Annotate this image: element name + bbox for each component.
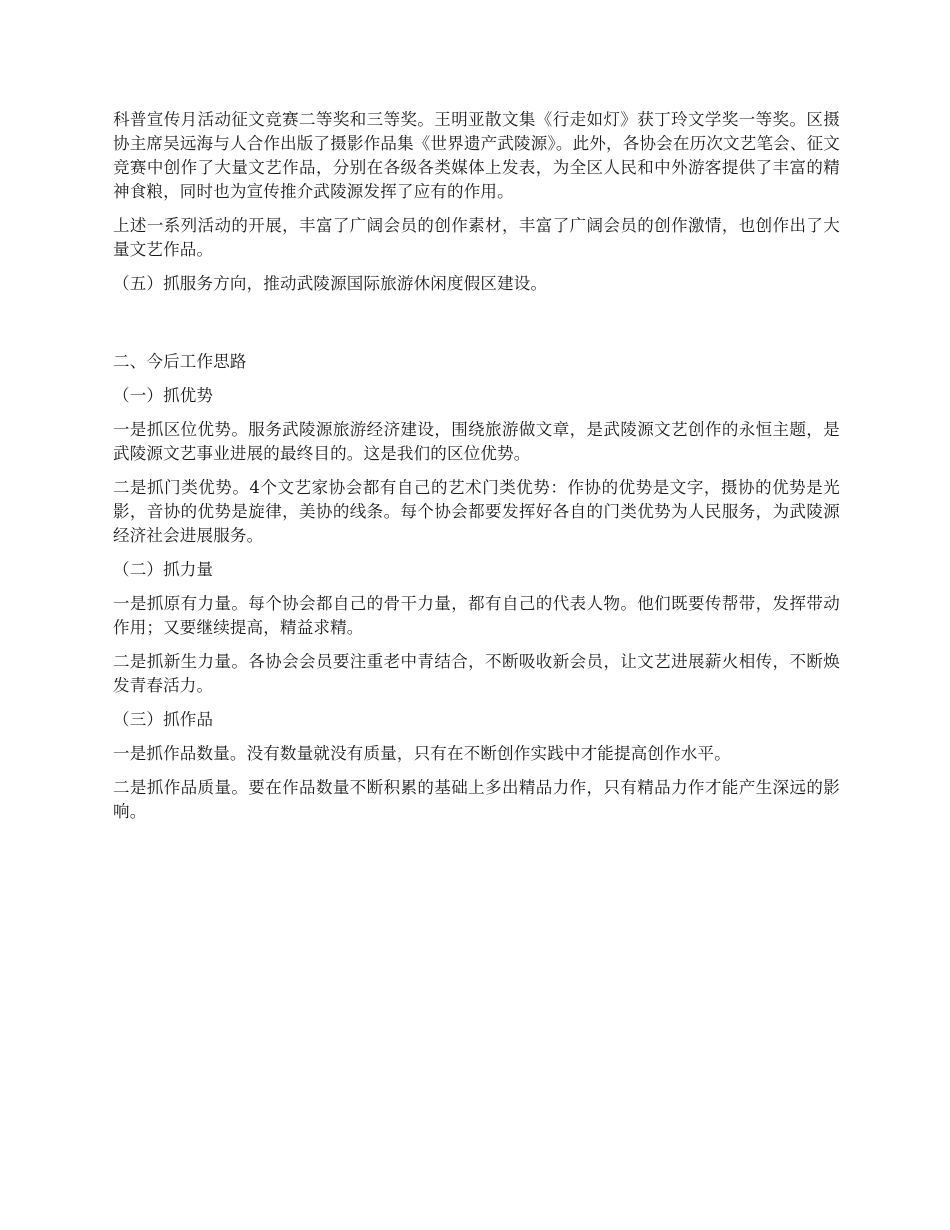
paragraph-location-advantage: 一是抓区位优势。服务武陵源旅游经济建设，围绕旅游做文章，是武陵源文艺创作的永恒主题，是武陵源文艺事业进展的最终目的。这是我们的区位优势。 bbox=[113, 420, 840, 463]
paragraph-new-strength: 二是抓新生力量。各协会会员要注重老中青结合，不断吸收新会员，让文艺进展薪火相传，不断焕发青春活力。 bbox=[113, 652, 840, 695]
paragraph-category-advantage: 二是抓门类优势。4个文艺家协会都有自己的艺术门类优势：作协的优势是文字，摄协的优势是光影，音协的优势是旋律，美协的线条。每个协会都要发挥好各自的门类优势为人民服务，为武陵源经济社会进展服务。 bbox=[113, 478, 840, 545]
subsection-heading-advantages: （一）抓优势 bbox=[113, 386, 214, 405]
paragraph-service-direction: （五）抓服务方向，推动武陵源国际旅游休闲度假区建设。 bbox=[113, 274, 548, 293]
section-spacer bbox=[113, 306, 840, 350]
paragraph-activities-summary: 上述一系列活动的开展，丰富了广阔会员的创作素材，丰富了广阔会员的创作激情，也创作出了大量文艺作品。 bbox=[113, 216, 840, 259]
document-body bbox=[113, 108, 840, 834]
paragraph-works-quantity: 一是抓作品数量。没有数量就没有质量，只有在不断创作实践中才能提高创作水平。 bbox=[113, 744, 731, 763]
paragraph-existing-strength: 一是抓原有力量。每个协会都自己的骨干力量，都有自己的代表人物。他们既要传帮带，发挥带动作用；又要继续提高，精益求精。 bbox=[113, 594, 840, 637]
subsection-heading-strength: （二）抓力量 bbox=[113, 560, 214, 579]
paragraph-awards: 科普宣传月活动征文竞赛二等奖和三等奖。王明亚散文集《行走如灯》获丁玲文学奖一等奖。区摄协主席吴远海与人合作出版了摄影作品集《世界遗产武陵源》。此外，各协会在历次文艺笔会、征文竞赛中创作了大量文艺作品，分别在各级各类媒体上发表，为全区人民和中外游客提供了丰富的精神食粮，同时也为宣传推介武陵源发挥了应有的作用。 bbox=[113, 110, 840, 201]
subsection-heading-works: （三）抓作品 bbox=[113, 710, 214, 729]
section-heading: 二、今后工作思路 bbox=[113, 352, 247, 371]
paragraph-works-quality: 二是抓作品质量。要在作品数量不断积累的基础上多出精品力作，只有精品力作才能产生深远的影响。 bbox=[113, 778, 840, 821]
